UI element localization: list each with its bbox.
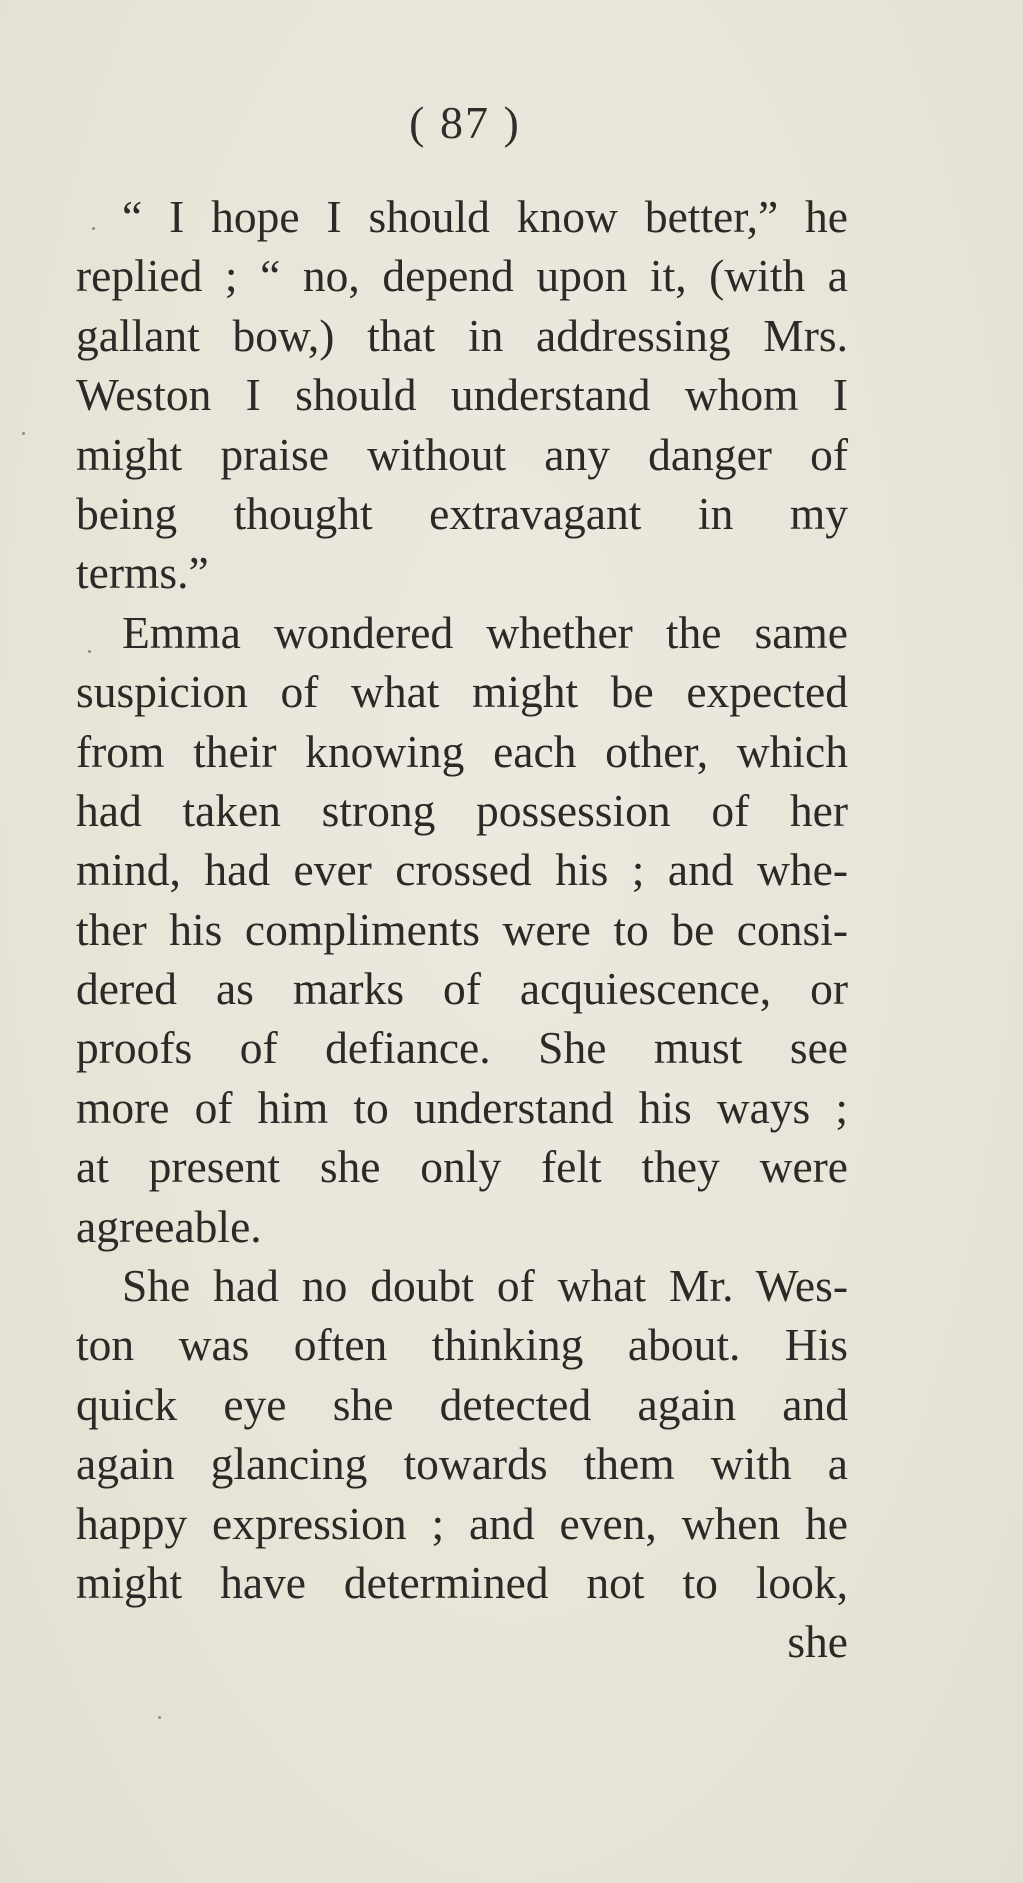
text-line: terms.” (76, 547, 209, 599)
text-line: Emma wondered whether the same (122, 606, 848, 658)
text-line: She had no doubt of what Mr. Wes- (122, 1260, 848, 1312)
text-line: agreeable. (76, 1200, 262, 1252)
text-line: again glancing towards them with a (76, 1438, 848, 1490)
text-line: happy expression ; and even, when he (76, 1497, 848, 1549)
text-line: dered as marks of acquiescence, or (76, 963, 848, 1015)
text-line: ther his compliments were to be consi- (76, 903, 848, 955)
text-line: proofs of defiance. She must see (76, 1022, 848, 1074)
text-line: at present she only felt they were (76, 1141, 848, 1193)
paper-speck (158, 1716, 161, 1719)
text-line: gallant bow,) that in addressing Mrs. (76, 309, 848, 361)
text-line: had taken strong possession of her (76, 784, 848, 836)
page-number: ( 87 ) (409, 97, 521, 148)
text-line: Weston I should understand whom I (76, 369, 848, 421)
text-line: ton was often thinking about. His (76, 1319, 848, 1371)
paper-speck (22, 432, 25, 435)
text-line: from their knowing each other, which (76, 725, 848, 777)
text-line: mind, had ever crossed his ; and whe- (76, 844, 848, 896)
text-line: quick eye she detected again and (76, 1378, 848, 1430)
paper-speck (88, 650, 91, 653)
paper-speck (92, 227, 95, 230)
text-line: being thought extravagant in my (76, 487, 848, 539)
text-line: replied ; “ no, depend upon it, (with a (76, 250, 848, 302)
text-line: might have determined not to look, (76, 1556, 848, 1608)
text-line: “ I hope I should know better,” he (122, 191, 848, 242)
catchword: she (787, 1616, 848, 1668)
body-text (76, 187, 848, 1672)
text-line: more of him to understand his ways ; (76, 1081, 848, 1133)
text-line: suspicion of what might be expected (76, 666, 848, 718)
text-line: might praise without any danger of (76, 428, 848, 480)
